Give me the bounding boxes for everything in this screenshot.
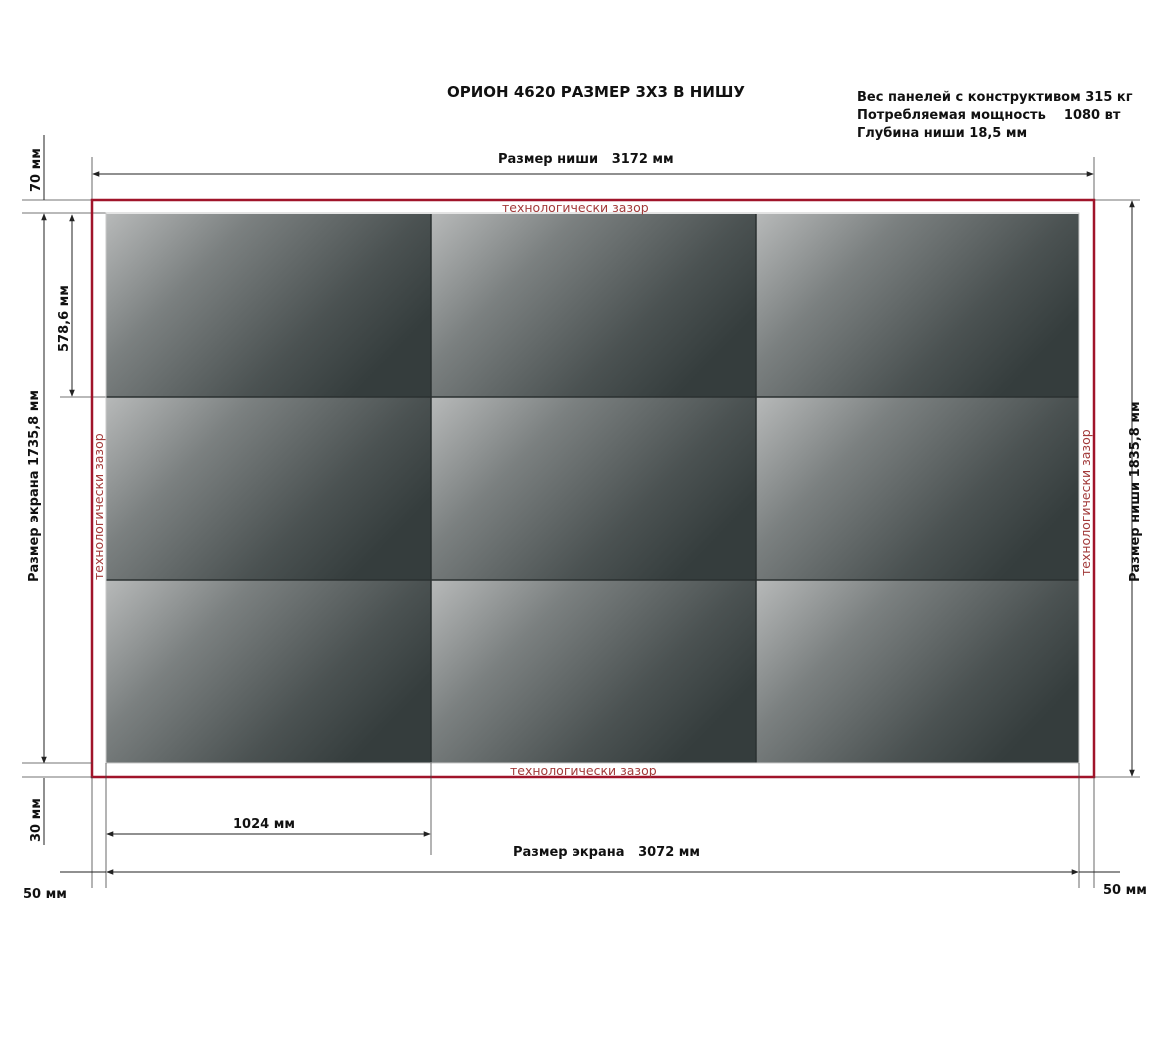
spec-power: Потребляемая мощность 1080 вт <box>857 108 1121 123</box>
panel-r2-c3 <box>756 397 1079 580</box>
panel-height-label: 578,6 мм <box>57 285 72 352</box>
niche-width-label: Размер ниши 3172 мм <box>498 152 674 167</box>
left-gap-label: 50 мм <box>23 887 67 902</box>
tech-gap-right-label: технологически зазор <box>1078 429 1093 576</box>
panel-r3-c1 <box>106 580 431 763</box>
screen-width-label: Размер экрана 3072 мм <box>513 845 701 860</box>
tech-gap-top-label: технологически зазор <box>502 200 649 215</box>
panel-r3-c3 <box>756 580 1079 763</box>
bottom-gap-label: 30 мм <box>29 798 44 842</box>
panel-r3-c2 <box>431 580 756 763</box>
spec-depth: Глубина ниши 18,5 мм <box>857 126 1028 141</box>
tech-gap-bottom-label: технологически зазор <box>510 763 657 778</box>
spec-weight: Вес панелей с конструктивом 315 кг <box>857 90 1133 105</box>
tech-gap-left-label: технологически зазор <box>91 433 106 580</box>
panel-r1-c3 <box>756 214 1079 397</box>
diagram-title: ОРИОН 4620 РАЗМЕР 3Х3 В НИШУ <box>447 83 745 101</box>
screen-height-label: Размер экрана 1735,8 мм <box>27 390 42 582</box>
panel-width-label: 1024 мм <box>233 817 295 832</box>
right-gap-label: 50 мм <box>1103 883 1147 898</box>
panel-r2-c1 <box>106 397 431 580</box>
top-gap-label: 70 мм <box>29 148 44 192</box>
panel-r1-c1 <box>106 214 431 397</box>
niche-height-label: Размер ниши 1835,8 мм <box>1128 401 1143 582</box>
panel-r1-c2 <box>431 214 756 397</box>
screen-panels <box>106 213 1079 763</box>
panel-r2-c2 <box>431 397 756 580</box>
